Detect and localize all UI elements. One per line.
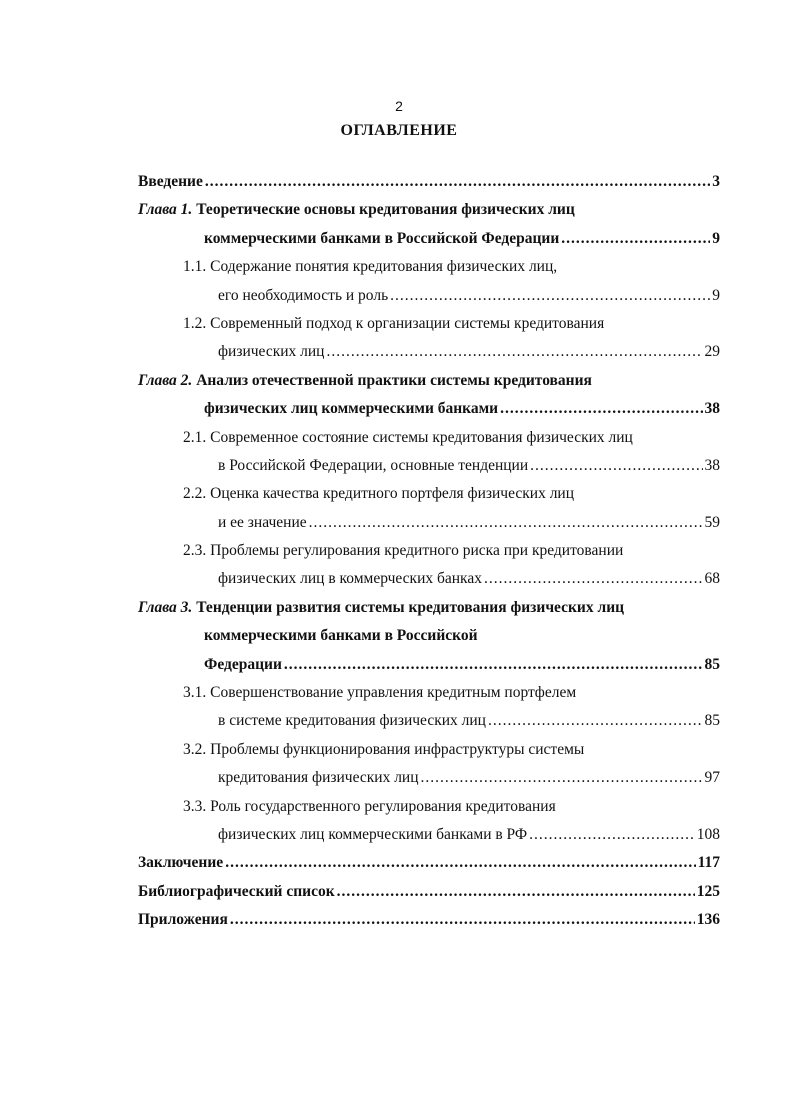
dot-leader bbox=[337, 878, 695, 906]
toc-entry-text: 3.3. Роль государственного регулирования кредитования bbox=[183, 797, 556, 815]
toc-section-3-3-heading bbox=[138, 793, 720, 821]
dot-leader bbox=[484, 565, 703, 593]
toc-entry-text: кредитования физических лиц bbox=[218, 769, 419, 787]
toc-section-2-2-continuation bbox=[138, 509, 720, 537]
toc-section-3-1-continuation bbox=[138, 707, 720, 735]
toc-chapter-2-heading bbox=[138, 367, 720, 395]
dot-leader bbox=[230, 906, 695, 934]
dot-leader bbox=[390, 282, 710, 310]
toc-page-number: 97 bbox=[704, 769, 720, 787]
toc-entry-text: в системе кредитования физических лиц bbox=[218, 712, 486, 730]
dot-leader bbox=[421, 764, 703, 792]
toc-page-number: 68 bbox=[704, 570, 720, 588]
toc-entry-text: в Российской Федерации, основные тенденции bbox=[218, 456, 529, 474]
toc-entry-text: 1.2. Современный подход к организации системы кредитования bbox=[183, 314, 605, 332]
toc-entry-text: физических лиц bbox=[218, 343, 325, 361]
toc-section-2-3-heading bbox=[138, 537, 720, 565]
toc-entry-text: коммерческими банками в Российской bbox=[204, 627, 478, 645]
toc-entry-text: 2.2. Оценка качества кредитного портфеля физических лиц bbox=[183, 485, 575, 503]
dot-leader bbox=[326, 338, 702, 366]
chapter-label: Глава 2. bbox=[138, 371, 193, 389]
toc-chapter-2-continuation bbox=[138, 395, 720, 423]
toc-entry-appendix bbox=[138, 906, 720, 934]
toc-entry-bibliography bbox=[138, 878, 720, 906]
toc-page-number: 117 bbox=[697, 854, 720, 872]
toc-section-1-1-heading bbox=[138, 253, 720, 281]
toc-chapter-1-heading bbox=[138, 196, 720, 224]
table-of-contents bbox=[138, 168, 720, 935]
toc-entry-text: Тенденции развития системы кредитования физических лиц bbox=[196, 598, 625, 616]
toc-entry-text: Введение bbox=[138, 173, 203, 190]
toc-entry-text: и ее значение bbox=[218, 513, 307, 531]
toc-page-number: 85 bbox=[704, 712, 720, 730]
toc-chapter-3-heading bbox=[138, 594, 720, 622]
toc-page-number: 9 bbox=[712, 286, 720, 304]
toc-entry-text: физических лиц коммерческими банками в РФ bbox=[218, 825, 528, 843]
toc-chapter-3-continuation bbox=[138, 622, 720, 650]
toc-section-1-2-continuation bbox=[138, 338, 720, 366]
toc-section-1-2-heading bbox=[138, 310, 720, 338]
toc-section-2-3-continuation bbox=[138, 565, 720, 593]
toc-entry-text: его необходимость и роль bbox=[218, 286, 389, 304]
toc-section-3-3-continuation bbox=[138, 821, 720, 849]
dot-leader bbox=[488, 707, 703, 735]
toc-page-number: 9 bbox=[712, 229, 720, 247]
toc-page-number: 3 bbox=[712, 173, 720, 190]
toc-page-number: 85 bbox=[704, 655, 720, 673]
dot-leader bbox=[284, 651, 703, 679]
toc-entry-text: физических лиц в коммерческих банках bbox=[218, 570, 482, 588]
chapter-label: Глава 1. bbox=[138, 201, 193, 219]
toc-page-number: 38 bbox=[704, 400, 720, 418]
page-number: 2 bbox=[395, 98, 403, 114]
toc-entry-text: Заключение bbox=[138, 854, 224, 872]
toc-page-number: 38 bbox=[704, 456, 720, 474]
toc-entry-text: Теоретические основы кредитования физических лиц bbox=[196, 201, 575, 219]
toc-entry-text: коммерческими банками в Российской Федерации bbox=[204, 229, 560, 247]
toc-section-3-2-continuation bbox=[138, 764, 720, 792]
toc-entry-conclusion bbox=[138, 849, 720, 877]
toc-section-2-2-heading bbox=[138, 480, 720, 508]
toc-section-3-2-heading bbox=[138, 736, 720, 764]
chapter-label: Глава 3. bbox=[138, 598, 193, 616]
page-title: ОГЛАВЛЕНИЕ bbox=[340, 122, 458, 139]
toc-chapter-1-continuation bbox=[138, 225, 720, 253]
toc-entry-text: Библиографический список bbox=[138, 882, 335, 900]
toc-entry-text: 2.1. Современное состояние системы кредитования физических лиц bbox=[183, 428, 633, 446]
dot-leader bbox=[500, 395, 702, 423]
toc-section-2-1-continuation bbox=[138, 452, 720, 480]
toc-entry-text: 3.1. Совершенствование управления кредитным портфелем bbox=[183, 684, 577, 702]
toc-page-number: 125 bbox=[696, 882, 720, 900]
toc-section-2-1-heading bbox=[138, 424, 720, 452]
dot-leader bbox=[529, 821, 695, 849]
toc-page-number: 59 bbox=[704, 513, 720, 531]
toc-entry-text: Федерации bbox=[204, 655, 282, 673]
dot-leader bbox=[530, 452, 702, 480]
toc-entry-text: 2.3. Проблемы регулирования кредитного риска при кредитовании bbox=[183, 542, 624, 560]
toc-section-1-1-continuation bbox=[138, 282, 720, 310]
toc-page-number: 108 bbox=[696, 825, 720, 843]
toc-entry-text: 3.2. Проблемы функционирования инфраструктуры системы bbox=[183, 740, 585, 758]
toc-chapter-3-continuation-2 bbox=[138, 651, 720, 679]
toc-section-3-1-heading bbox=[138, 679, 720, 707]
dot-leader bbox=[225, 849, 695, 877]
toc-entry-text: Анализ отечественной практики системы кредитования bbox=[196, 371, 592, 389]
toc-entry-text: Приложения bbox=[138, 911, 228, 929]
dot-leader bbox=[561, 225, 710, 253]
dot-leader bbox=[205, 168, 710, 196]
toc-page-number: 136 bbox=[696, 911, 720, 929]
toc-page-number: 29 bbox=[704, 343, 720, 361]
toc-entry-text: 1.1. Содержание понятия кредитования физических лиц, bbox=[183, 258, 558, 276]
toc-entry-text: физических лиц коммерческими банками bbox=[204, 400, 499, 418]
dot-leader bbox=[309, 509, 703, 537]
toc-entry-intro bbox=[138, 168, 720, 196]
